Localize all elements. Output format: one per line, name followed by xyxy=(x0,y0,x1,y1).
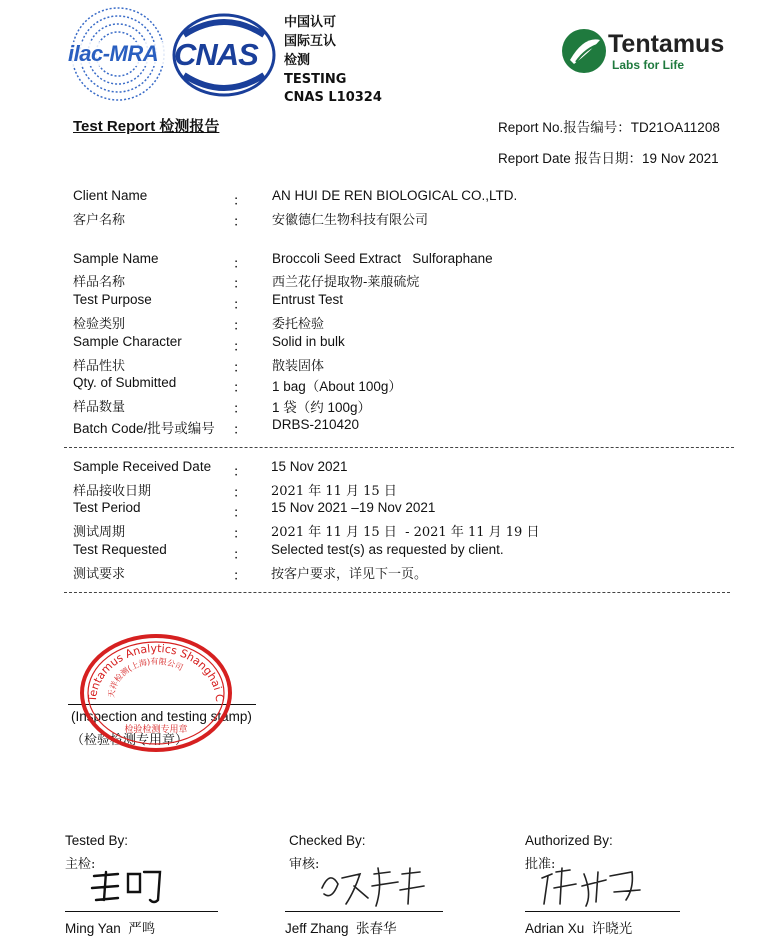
received-label-cn: 样品接收日期 xyxy=(73,484,152,499)
colon: ： xyxy=(233,339,247,354)
tentamus-logo xyxy=(560,26,730,78)
checked-by-label-cn: 审核: xyxy=(289,857,320,872)
received-label-en: Sample Received Date xyxy=(73,459,212,474)
sample-name-label-cn: 样品名称 xyxy=(73,275,126,290)
client-name-label-cn: 客户名称 xyxy=(73,213,126,228)
stamp-ring-text-cn: 天祥检测(上海)有限公司 xyxy=(106,656,185,699)
purpose-value-cn: 委托检验 xyxy=(272,317,325,332)
character-label-en: Sample Character xyxy=(73,334,182,349)
report-date-value: 19 Nov 2021 xyxy=(642,151,719,166)
authorized-signature-line xyxy=(525,911,680,912)
svg-text:Tentamus Analytics Shanghai Co xyxy=(78,632,226,703)
character-value-en: Solid in bulk xyxy=(272,334,345,349)
qty-value-en: 1 bag（About 100g） xyxy=(272,379,402,394)
period-value-en: 15 Nov 2021 –19 Nov 2021 xyxy=(271,500,436,515)
purpose-value-en: Entrust Test xyxy=(272,292,344,307)
report-title: Test Report 检测报告 xyxy=(73,118,220,135)
period-label-en: Test Period xyxy=(73,500,141,515)
divider xyxy=(64,447,734,448)
report-number xyxy=(498,116,720,136)
colon: ： xyxy=(233,193,247,208)
received-value-en: 15 Nov 2021 xyxy=(271,459,348,474)
ilac-mra-text: ilac-MRA xyxy=(68,41,159,66)
batch-value: DRBS-210420 xyxy=(272,417,360,432)
period-value-cn: 2021 年 11 月 15 日 - 2021 年 11 月 19 日 xyxy=(271,525,540,540)
accreditation-line-3: 检测 xyxy=(284,53,311,68)
sample-name-label-en: Sample Name xyxy=(73,251,159,266)
stamp-label-en: (Inspection and testing stamp) xyxy=(71,709,252,724)
purpose-label-en: Test Purpose xyxy=(73,292,152,307)
checked-by-name: Jeff Zhang 张春华 xyxy=(285,921,397,936)
colon: ： xyxy=(233,256,247,271)
accreditation-line-5: CNAS L10324 xyxy=(284,90,382,105)
authorized-by-name: Adrian Xu 许晓光 xyxy=(525,921,633,936)
tentamus-tagline: Labs for Life xyxy=(612,58,685,72)
checked-by-label-en: Checked By: xyxy=(289,833,366,848)
colon: ： xyxy=(233,276,247,291)
colon: ： xyxy=(233,505,247,520)
accreditation-line-4: TESTING xyxy=(284,72,347,87)
colon: ： xyxy=(233,360,247,375)
colon: ： xyxy=(233,485,247,500)
checked-signature-line xyxy=(285,911,443,912)
checked-signature xyxy=(316,864,428,910)
colon: ： xyxy=(233,318,247,333)
divider xyxy=(64,592,730,593)
accreditation-line-1: 中国认可 xyxy=(284,15,337,30)
character-value-cn: 散装固体 xyxy=(272,359,325,374)
sample-value-en: Broccoli Seed Extract Sulforaphane xyxy=(272,251,493,266)
colon: ： xyxy=(233,380,247,395)
authorized-by-label-en: Authorized By: xyxy=(525,833,613,848)
stamp-label-cn: （检验检测专用章） xyxy=(71,733,189,748)
cnas-logo xyxy=(172,13,276,97)
client-value-en: AN HUI DE REN BIOLOGICAL CO.,LTD. xyxy=(272,188,518,203)
report-number-value: TD21OA11208 xyxy=(630,120,720,135)
cnas-text: CNAS xyxy=(174,37,258,72)
stamp-center-text: 检验检测专用章 xyxy=(124,725,188,735)
client-name-label-en: Client Name xyxy=(73,188,148,203)
colon: ： xyxy=(233,526,247,541)
report-date-label: Report Date 报告日期： xyxy=(498,151,643,166)
colon: ： xyxy=(233,214,247,229)
tested-signature xyxy=(88,866,168,908)
authorized-signature xyxy=(536,864,646,910)
sample-value-cn: 西兰花仔提取物-莱菔硫烷 xyxy=(272,275,420,290)
received-value-cn: 2021 年 11 月 15 日 xyxy=(271,484,397,499)
ilac-mra-logo xyxy=(66,6,170,102)
tentamus-name: Tentamus xyxy=(608,30,725,58)
colon: ： xyxy=(233,401,247,416)
qty-label-cn: 样品数量 xyxy=(73,400,126,415)
colon: ： xyxy=(233,464,247,479)
inspection-stamp xyxy=(78,632,234,754)
qty-label-en: Qty. of Submitted xyxy=(73,375,177,390)
requested-label-en: Test Requested xyxy=(73,542,167,557)
tested-signature-line xyxy=(65,911,218,912)
report-number-label: Report No.报告编号： xyxy=(498,120,631,135)
batch-label: Batch Code/批号或编号 xyxy=(73,421,215,436)
colon: ： xyxy=(233,422,247,437)
report-date xyxy=(498,147,719,167)
authorized-by-label-cn: 批准: xyxy=(525,857,556,872)
purpose-label-cn: 检验类别 xyxy=(73,317,126,332)
requested-value-en: Selected test(s) as requested by client. xyxy=(271,542,504,557)
period-label-cn: 测试周期 xyxy=(73,525,126,540)
qty-value-cn: 1 袋（约 100g） xyxy=(272,400,372,415)
colon: ： xyxy=(233,547,247,562)
stamp-ring-text-en: Tentamus Analytics Shanghai C xyxy=(85,641,227,703)
client-value-cn: 安徽德仁生物科技有限公司 xyxy=(272,213,429,228)
colon: ： xyxy=(233,568,247,583)
requested-label-cn: 测试要求 xyxy=(73,567,126,582)
character-label-cn: 样品性状 xyxy=(73,359,126,374)
tested-by-label-en: Tested By: xyxy=(65,833,129,848)
tested-by-label-cn: 主检: xyxy=(65,857,96,872)
colon: ： xyxy=(233,297,247,312)
requested-value-cn: 按客户要求，详见下一页。 xyxy=(271,567,428,582)
accreditation-line-2: 国际互认 xyxy=(284,34,337,49)
tested-by-name: Ming Yan 严鸣 xyxy=(65,921,156,936)
